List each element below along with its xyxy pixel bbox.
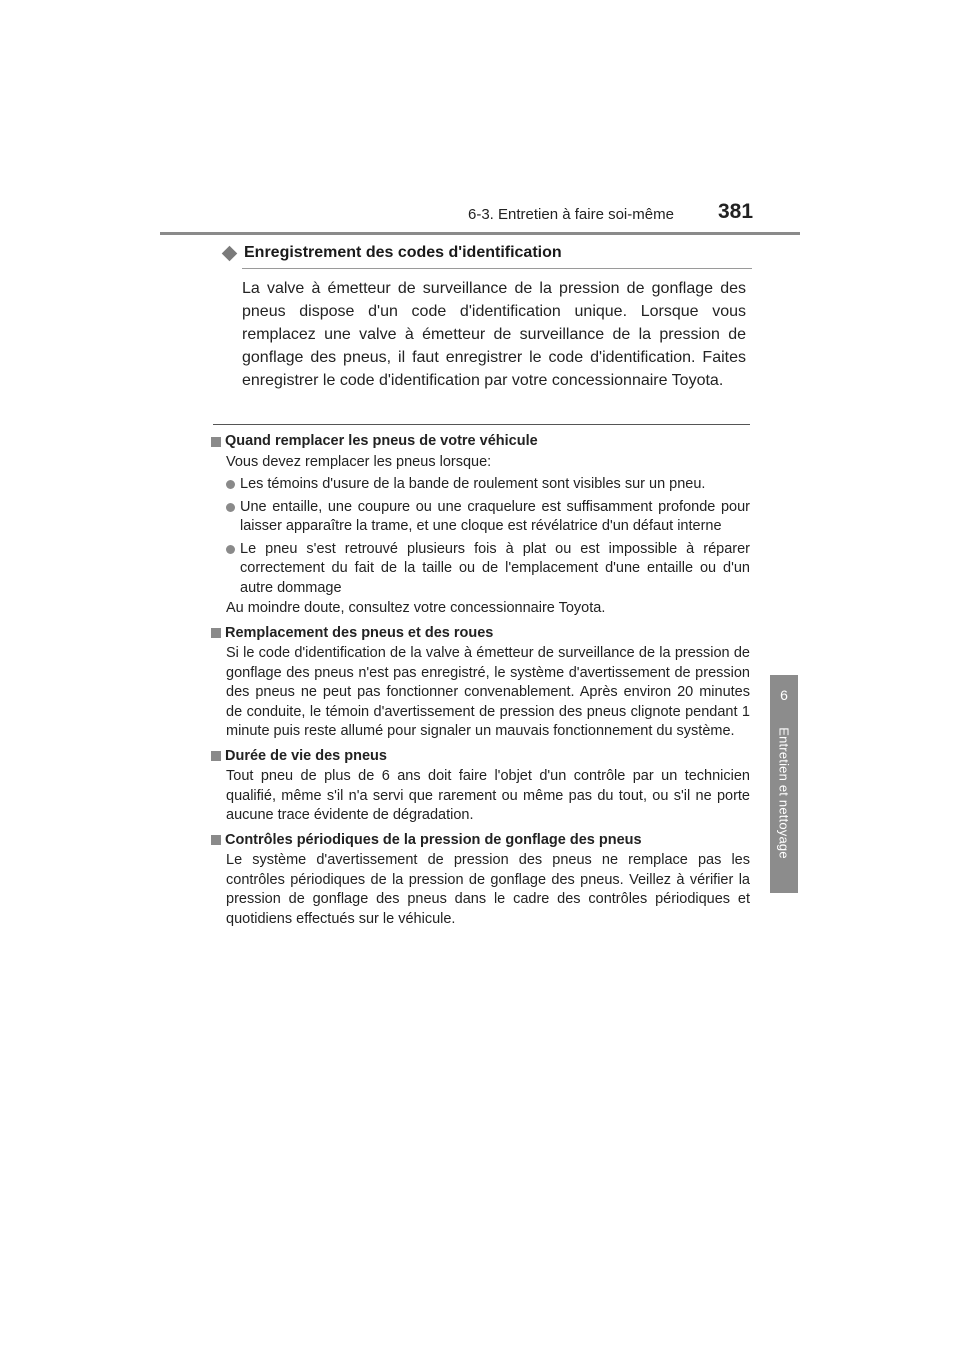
page-number: 381 [718,200,754,223]
section-heading-text: Enregistrement des codes d'identification [244,244,562,261]
note-heading [210,831,750,851]
chapter-number: 6 [780,687,788,703]
note-body: Le système d'avertissement de pression des pneus ne remplace pas les contrôles périodiques de la pression de gonflage des pneus. Veillez à vérifier la pression de gonflage des pneus dans le cadre des contrôles périodiques et quotidiens effectués sur le véhicule. [226,852,750,927]
list-item-text: Une entaille, une coupure ou une craquelure est suffisamment profonde pour laisser apparaître la trame, et une cloque est révélatrice d'un défaut interne [240,498,750,534]
list-item [226,475,750,495]
chapter-label: Entretien et nettoyage [776,727,792,859]
list-item [226,498,750,537]
notes-list [210,432,750,934]
list-item-text: Le pneu s'est retrouvé plusieurs fois à plat ou est impossible à réparer correctement du fait de la taille ou de l'emplacement d'une entaille ou d'un autre dommage [240,540,750,596]
note-body: Si le code d'identification de la valve à émetteur de surveillance de la pression de gonflage des pneus n'est pas enregistré, le système d'avertissement de pression des pneus ne peut pas fonctionner convenablement. Après environ 20 minutes de conduite, le témoin d'avertissement de pression des pneus clignote pendant 1 minute puis reste allumé pour signaler un mauvais fonctionnement du système. [226,645,750,739]
diamond-bullet-icon [222,245,238,261]
note-heading-text: Remplacement des pneus et des roues [225,624,494,641]
note-heading [210,747,750,767]
note-tire-lifespan [210,747,750,826]
note-outro: Au moindre doute, consultez votre concessionnaire Toyota. [226,600,606,616]
chapter-side-tab [770,675,798,893]
note-intro: Vous devez remplacer les pneus lorsque: [226,453,492,470]
square-bullet-icon [211,751,221,761]
note-heading-text: Quand remplacer les pneus de votre véhicule [225,433,538,449]
list-item-text: Les témoins d'usure de la bande de roulement sont visibles sur un pneu. [240,476,706,492]
circle-bullet-icon [226,503,235,512]
circle-bullet-icon [226,480,235,489]
section-divider [242,268,752,269]
section-heading [222,242,752,264]
section-body: La valve à émetteur de surveillance de la pression de gonflage des pneus dispose d'un code d'identification unique. Lorsque vous remplacez une valve à émetteur de surveillance de la pression de gonflage des pneus, il faut enregistrer le code d'identification. Faites enregistrer le code d'identification par votre concessionnaire Toyota. [242,280,746,389]
note-heading [210,624,750,644]
square-bullet-icon [211,437,221,447]
header-divider [160,232,800,235]
note-body: Tout pneu de plus de 6 ans doit faire l'objet d'un contrôle par un technicien qualifié, même s'il n'a servi que rarement ou même pas du tout, ou s'il ne porte aucune trace évidente de dégradation. [226,768,750,823]
circle-bullet-icon [226,545,235,554]
note-tire-wheel-replacement [210,624,750,742]
id-code-section [222,242,752,392]
square-bullet-icon [211,628,221,638]
list-item [226,540,750,599]
note-pressure-checks [210,831,750,930]
section-end-divider [213,424,750,425]
note-heading [210,432,750,452]
header-section-title: 6-3. Entretien à faire soi-même [468,206,674,223]
note-heading-text: Durée de vie des pneus [225,747,387,764]
note-heading-text: Contrôles périodiques de la pression de gonflage des pneus [225,831,642,848]
note-tire-replacement-timing [210,432,750,619]
square-bullet-icon [211,835,221,845]
